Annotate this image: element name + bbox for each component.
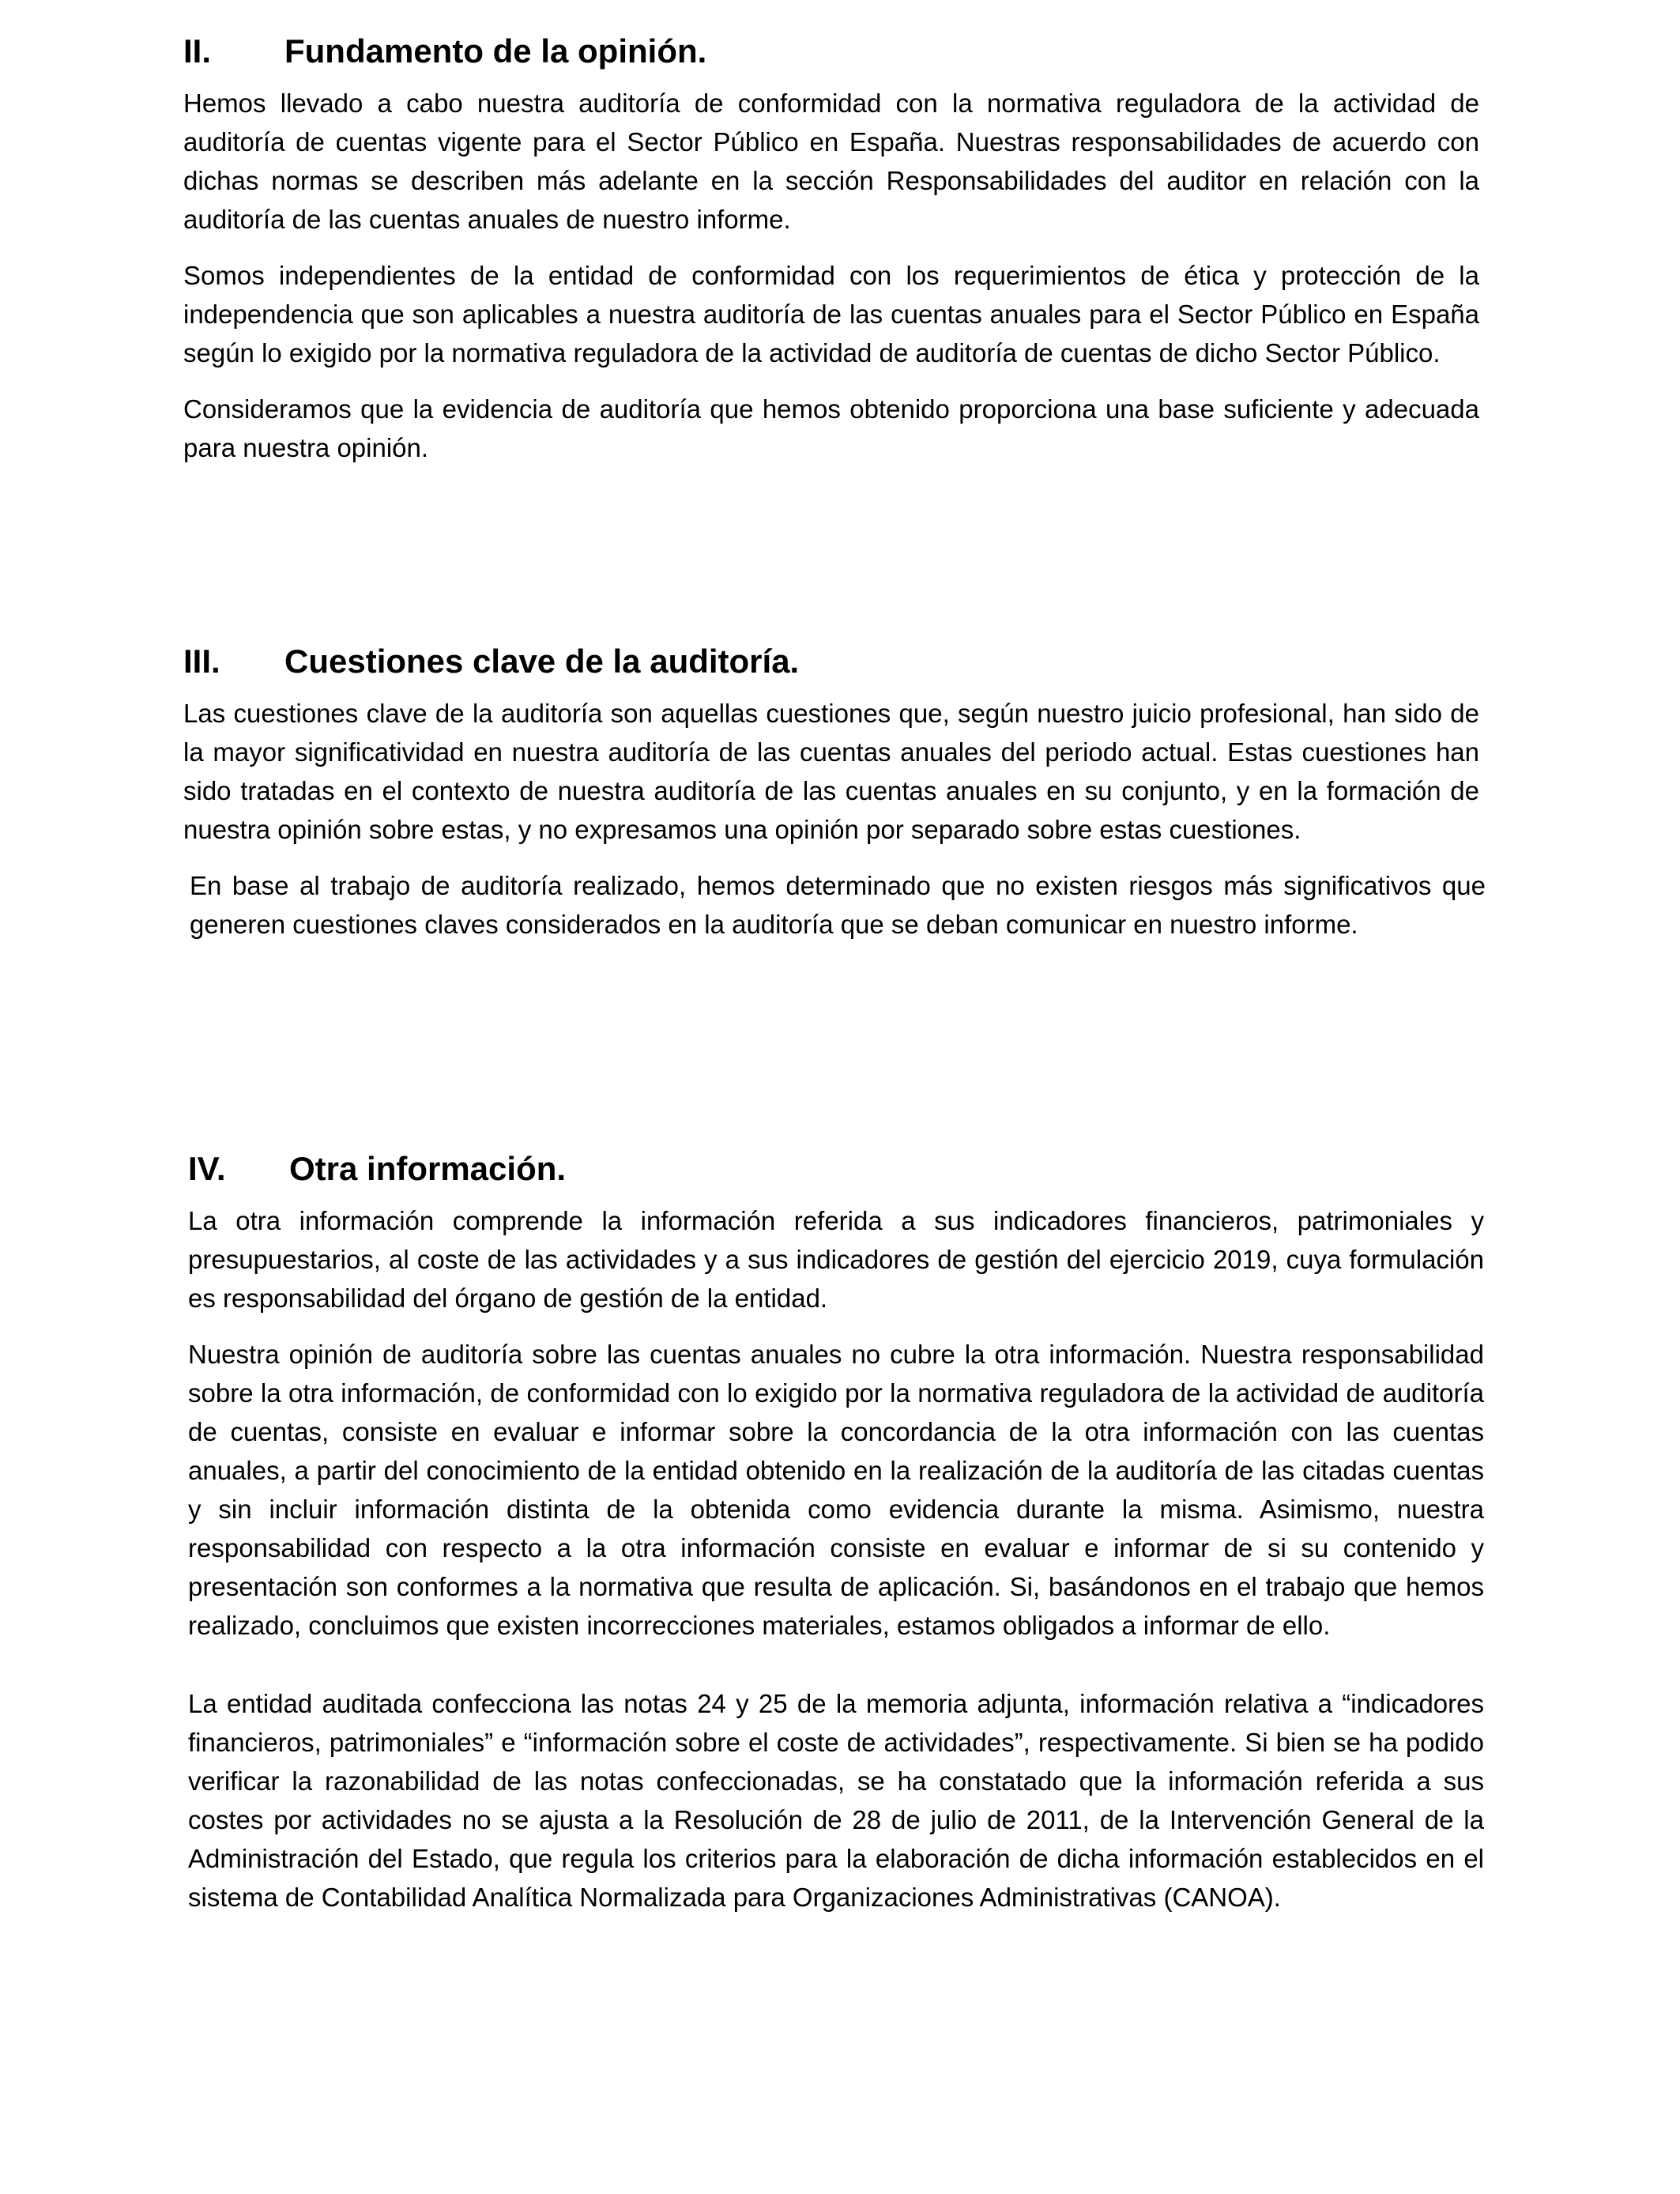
section-fundamento	[183, 30, 1479, 484]
section-heading	[188, 1148, 1484, 1190]
paragraph: Somos independientes de la entidad de conformidad con los requerimientos de ética y protección de la independencia que son aplicables a nuestra auditoría de las cuentas anuales para el Sector Público en España según lo exigido por la normativa reguladora de la actividad de auditoría de cuentas de dicho Sector Público.	[183, 261, 1479, 368]
section-title: Cuestiones clave de la auditoría.	[284, 643, 800, 680]
section-number: IV.	[188, 1150, 226, 1187]
paragraph: La entidad auditada confecciona las notas 24 y 25 de la memoria adjunta, información relativa a “indicadores financieros, patrimoniales” e “información sobre el coste de actividades”, respectivamente. Si bien se ha podido verificar la razonabilidad de las notas confeccionadas, se ha constatado que la información referida a sus costes por actividades no se ajusta a la Resolución de 28 de julio de 2011, de la Intervención General de la Administración del Estado, que regula los criterios para la elaboración de dicha información establecidos en el sistema de Contabilidad Analítica Normalizada para Organizaciones Administrativas (CANOA).	[188, 1689, 1484, 1912]
section-title: Otra información.	[289, 1150, 567, 1187]
paragraph: Consideramos que la evidencia de auditoría que hemos obtenido proporciona una base suficiente y adecuada para nuestra opinión.	[183, 394, 1479, 462]
section-number: II.	[183, 32, 212, 70]
section-title: Fundamento de la opinión.	[284, 32, 707, 70]
paragraph: Nuestra opinión de auditoría sobre las cuentas anuales no cubre la otra información. Nuestra responsabilidad sobre la otra información, de conformidad con lo exigido por la normativa reguladora de la actividad de auditoría de cuentas, consiste en evaluar e informar sobre la concordancia de la otra información con las cuentas anuales, a partir del conocimiento de la entidad obtenido en la realización de la auditoría de las citadas cuentas y sin incluir información distinta de la obtenida como evidencia durante la misma. Asimismo, nuestra responsabilidad con respecto a la otra información consiste en evaluar e informar de si su contenido y presentación son conformes a la normativa que resulta de aplicación. Si, basándonos en el trabajo que hemos realizado, concluimos que existen incorrecciones materiales, estamos obligados a informar de ello.	[188, 1340, 1484, 1640]
paragraph: Hemos llevado a cabo nuestra auditoría de conformidad con la normativa reguladora de la actividad de auditoría de cuentas vigente para el Sector Público en España. Nuestras responsabilidades de acuerdo con dichas normas se describen más adelante en la sección Responsabilidades del auditor en relación con la auditoría de las cuentas anuales de nuestro informe.	[183, 89, 1479, 234]
paragraph: En base al trabajo de auditoría realizado, hemos determinado que no existen riesgos más significativos que generen cuestiones claves considerados en la auditoría que se deban comunicar en nuestro informe.	[190, 871, 1486, 939]
section-cuestiones-clave	[183, 640, 1486, 961]
section-otra-informacion	[188, 1148, 1484, 1934]
paragraph: Las cuestiones clave de la auditoría son aquellas cuestiones que, según nuestro juicio profesional, han sido de la mayor significatividad en nuestra auditoría de las cuentas anuales del periodo actual. Estas cuestiones han sido tratadas en el contexto de nuestra auditoría de las cuentas anuales en su conjunto, y en la formación de nuestra opinión sobre estas, y no expresamos una opinión por separado sobre estas cuestiones.	[183, 699, 1479, 844]
section-heading	[183, 640, 1486, 683]
section-heading	[183, 30, 1479, 73]
section-number: III.	[183, 643, 220, 680]
paragraph: La otra información comprende la información referida a sus indicadores financieros, patrimoniales y presupuestarios, al coste de las actividades y a sus indicadores de gestión del ejercicio 2019, cuya formulación es responsabilidad del órgano de gestión de la entidad.	[188, 1206, 1484, 1313]
